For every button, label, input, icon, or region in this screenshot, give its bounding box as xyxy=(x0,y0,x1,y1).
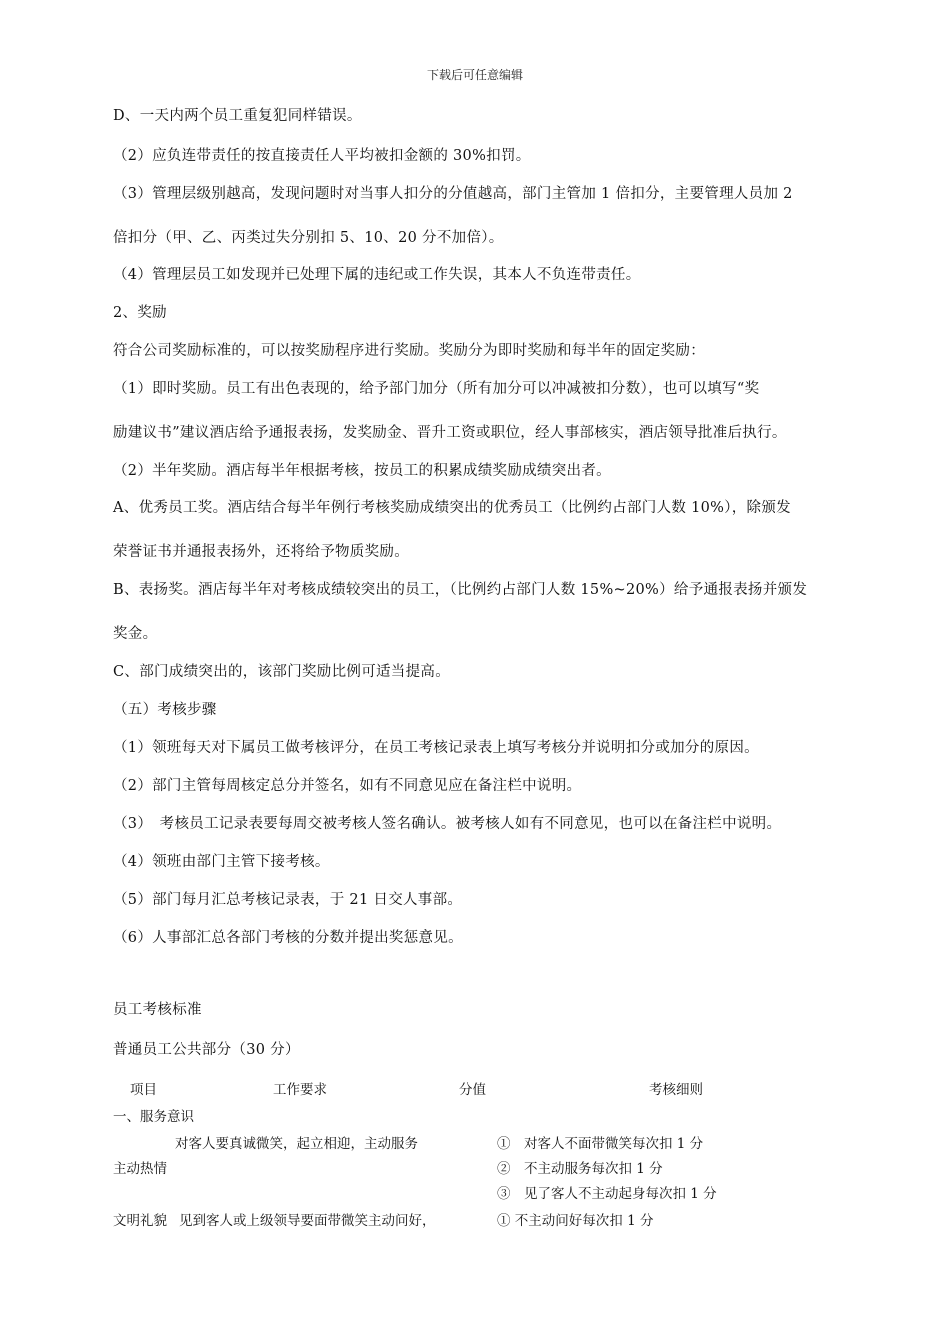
table-title: 员工考核标准 xyxy=(113,1002,202,1018)
row-detail: ① 对客人不面带微笑每次扣 1 分 xyxy=(497,1136,704,1152)
row-detail: ② 不主动服务每次扣 1 分 xyxy=(497,1161,663,1177)
page-header: 下载后可任意编辑 xyxy=(426,68,523,82)
row-requirement: 见到客人或上级领导要面带微笑主动问好， xyxy=(179,1213,436,1229)
table-subtitle: 普通员工公共部分（30 分） xyxy=(113,1042,300,1058)
paragraph-line: （1）领班每天对下属员工做考核评分，在员工考核记录表上填写考核分并说明扣分或加分的原因。 xyxy=(113,740,759,756)
paragraph-line: 励建议书”建议酒店给予通报表扬，发奖励金、晋升工资或职位，经人事部核实，酒店领导批准后执行。 xyxy=(113,425,787,441)
section-heading: （五）考核步骤 xyxy=(113,702,217,718)
paragraph-line: （5）部门每月汇总考核记录表，于 21 日交人事部。 xyxy=(113,892,463,908)
column-header-item: 项目 xyxy=(130,1082,157,1098)
row-detail: ③ 见了客人不主动起身每次扣 1 分 xyxy=(497,1186,717,1202)
paragraph-line: 符合公司奖励标准的，可以按奖励程序进行奖励。奖励分为即时奖励和每半年的固定奖励： xyxy=(113,343,705,359)
paragraph-line: C、部门成绩突出的，该部门奖励比例可适当提高。 xyxy=(113,664,450,680)
row-requirement: 对客人要真诚微笑，起立相迎，主动服务 xyxy=(175,1136,418,1152)
row-item: 文明礼貌 xyxy=(113,1213,167,1229)
column-header-details: 考核细则 xyxy=(649,1082,703,1098)
row-item: 主动热情 xyxy=(113,1161,167,1177)
paragraph-line: D、一天内两个员工重复犯同样错误。 xyxy=(113,108,362,124)
paragraph-line: 倍扣分（甲、乙、丙类过失分别扣 5、10、20 分不加倍）。 xyxy=(113,230,504,246)
table-section-label: 一、服务意识 xyxy=(113,1109,194,1125)
paragraph-line: A、优秀员工奖。酒店结合每半年例行考核奖励成绩突出的优秀员工（比例约占部门人数 10%），除颁发 xyxy=(113,500,791,516)
paragraph-line: （2）应负连带责任的按直接责任人平均被扣金额的 30%扣罚。 xyxy=(113,148,531,164)
section-heading: 2、奖励 xyxy=(113,305,167,321)
paragraph-line: （4）管理层员工如发现并已处理下属的违纪或工作失误，其本人不负连带责任。 xyxy=(113,267,641,283)
paragraph-line: （3）管理层级别越高，发现问题时对当事人扣分的分值越高，部门主管加 1 倍扣分，主要管理人员加 2 xyxy=(113,186,793,202)
paragraph-line: 荣誉证书并通报表扬外，还将给予物质奖励。 xyxy=(113,544,409,560)
paragraph-line: （3） 考核员工记录表要每周交被考核人签名确认。被考核人如有不同意见，也可以在备注栏中说明。 xyxy=(113,816,782,832)
paragraph-line: （6）人事部汇总各部门考核的分数并提出奖惩意见。 xyxy=(113,930,463,946)
paragraph-line: （2）半年奖励。酒店每半年根据考核，按员工的积累成绩奖励成绩突出者。 xyxy=(113,463,611,479)
paragraph-line: B、表扬奖。酒店每半年对考核成绩较突出的员工，（比例约占部门人数 15%~20%）给予通报表扬并颁发 xyxy=(113,582,808,598)
row-detail: ① 不主动问好每次扣 1 分 xyxy=(497,1213,654,1229)
paragraph-line: 奖金。 xyxy=(113,626,158,642)
paragraph-line: （4）领班由部门主管下接考核。 xyxy=(113,854,330,870)
paragraph-line: （2）部门主管每周核定总分并签名，如有不同意见应在备注栏中说明。 xyxy=(113,778,582,794)
column-header-score: 分值 xyxy=(459,1082,486,1098)
column-header-requirement: 工作要求 xyxy=(273,1082,327,1098)
paragraph-line: （1）即时奖励。员工有出色表现的，给予部门加分（所有加分可以冲减被扣分数），也可以填写“奖 xyxy=(113,381,760,397)
